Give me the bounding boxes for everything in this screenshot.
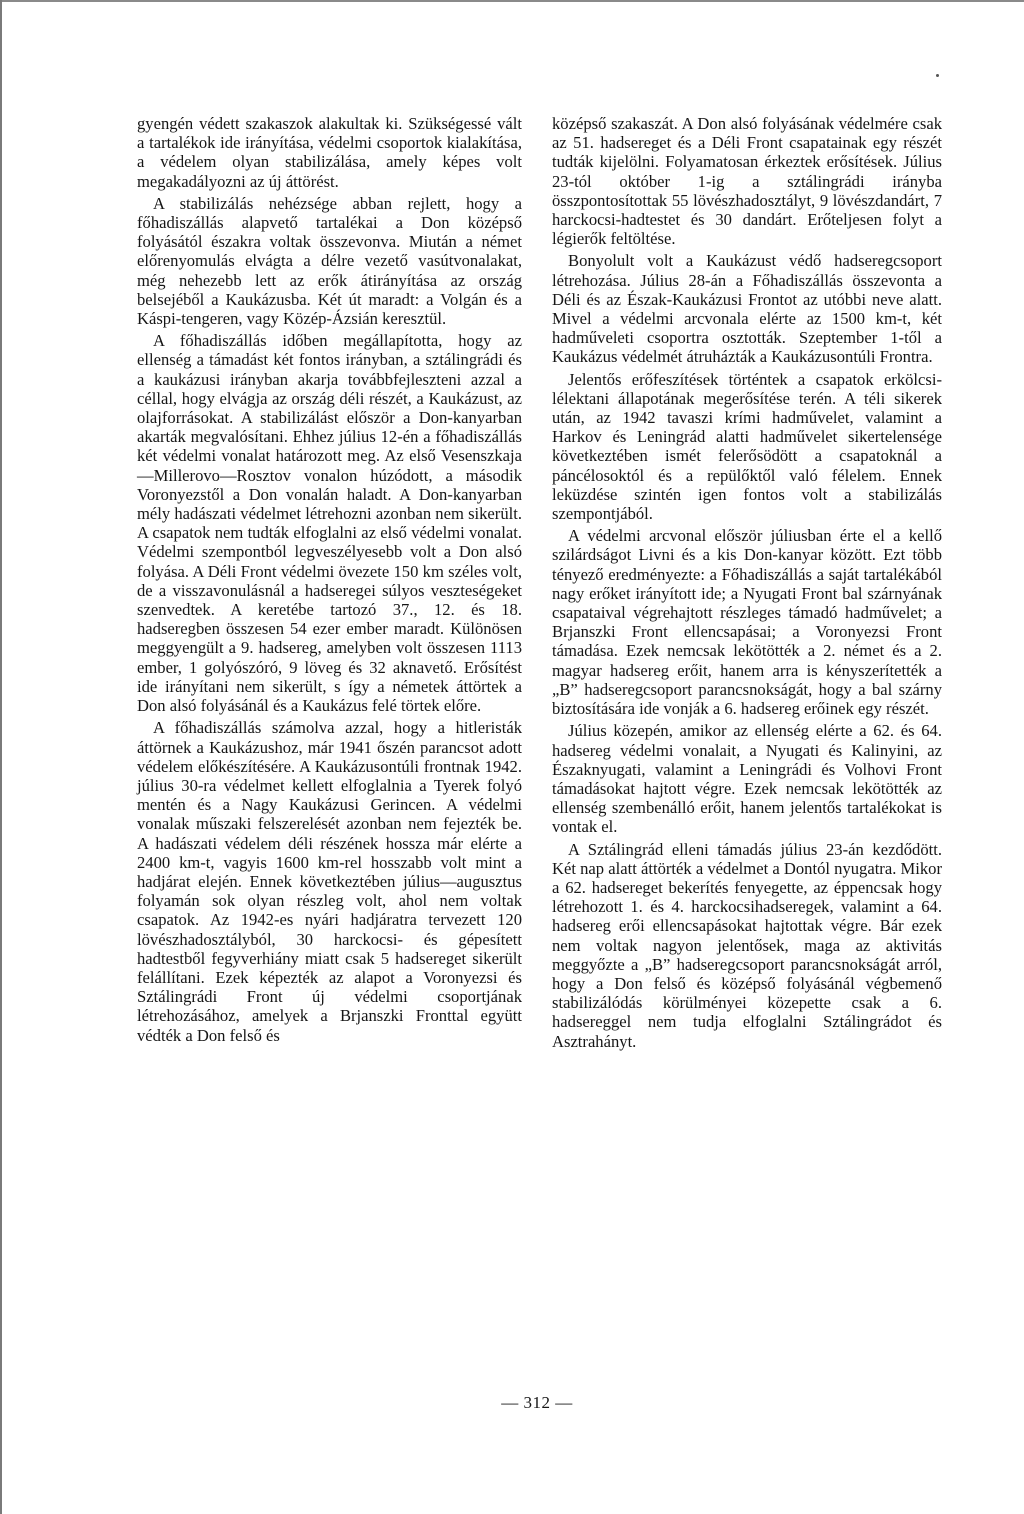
page-number: — 312 — xyxy=(501,1393,573,1412)
scan-speck xyxy=(936,74,939,77)
right-text-column xyxy=(552,114,942,1054)
scan-border-left xyxy=(0,0,2,1514)
paragraph: Július közepén, amikor az ellenség elérte a 62. és 64. hadsereg védelmi vonalait, a Nyugati és Kalinyini, az Északnyugati, valamint a Leningrádi és Volhovi Front támadásokat hajtott végre. Ezek nemcsak lekötötték az ellenség szembenálló erőit, hanem jelentős tartalékokat is vontak el. xyxy=(552,721,942,837)
paragraph: A Sztálingrád elleni támadás július 23-án kezdődött. Két nap alatt áttörték a védelmet a Dontól nyugatra. Mikor a 62. hadsereget bekerítés fenyegette, az éppencsak hogy létrehozott 1. és 4. harckocsihadseregek, valamint a 64. hadsereg erői ellencsapásokat hajtottak végre. Bár ezek nem voltak nagyon jelentősek, maga az aktivitás meggyőzte a „B” hadseregcsoport parancsnokságát arról, hogy a Don felső és középső folyásánál végbemenő stabilizálódás körülményei közepette csak a 6. hadsereggel nem tudja elfoglalni Sztálingrádot és Asztrahányt. xyxy=(552,839,942,1051)
paragraph: Jelentős erőfeszítések történtek a csapatok erkölcsi-lélektani állapotának megerősítése terén. A téli sikerek után, az 1942 tavaszi krími hadművelet, valamint a Harkov és Leningrád alatti hadművelet sikertelensége következtében ismét felerősödött a csapatoknál a páncélosoktól és a repülőktől való félelem. Ennek leküzdése szintén igen fontos volt a stabilizálás szempontjából. xyxy=(552,369,942,524)
paragraph: A főhadiszállás számolva azzal, hogy a hitleristák áttörnek a Kaukázushoz, már 1941 őszén parancsot adott védelem előkészítésére. A Kaukázusontúli frontnak 1942. július 30-ra védelmet kellett elfoglalnia a Tyerek folyó mentén és a Nagy Kaukázusi Gerincen. A védelmi vonalak műszaki felszerelését azonban nem fejezték be. A hadászati védelem déli részének hossza már elérte a 2400 km-t, vagyis 1600 km-rel hosszabb volt mint a hadjárat elején. Ennek következtében július—augusztus folyamán sok olyan részleg volt, ahol nem voltak csapatok. Az 1942-es nyári hadjáratra tervezett 120 lövészhadosztályból, 30 harckocsi- és gépesített hadtestből fegyverhiány miatt csak 5 hadsereget sikerült felállítani. Ezek képezték az alapot a Voronyezsi és Sztálingrádi Front új védelmi csoportjának létrehozásához, amelyek a Brjanszki Fronttal együtt védték a Don felső és xyxy=(137,718,522,1045)
paragraph: középső szakaszát. A Don alsó folyásának védelmére csak az 51. hadsereget és a Déli Front csapatainak egy részét tudták kijelölni. Folyamatosan érkeztek erősítések. Július 23-tól október 1-ig a sztálingrádi irányba összpontosítottak 55 lövészhadosztályt, 9 lövészdandárt, 7 harckocsi-hadtestet és 30 dandárt. Erőteljesen folyt a légierők feltöltése. xyxy=(552,114,942,249)
left-text-column xyxy=(137,114,522,1048)
scan-border-top xyxy=(0,0,1024,2)
paragraph: A védelmi arcvonal először júliusban érte el a kellő szilárdságot Livni és a kis Don-kanyar között. Ezt több tényező eredményezte: a Főhadiszállás a saját tartalékából nagy erőket irányított ide; a Nyugati Front bal szárnyának csapataival végrehajtott részleges támadó hadművelet; a Brjanszki Front ellencsapásai; a Voronyezsi Front támadása. Ezek nemcsak lekötötték a 2. német és a 2. magyar hadsereg erőit, hanem arra is kényszerítették a „B” hadseregcsoport parancsnokságát, hogy a bal szárny biztosítására ide vonják a 6. hadsereg erőinek egy részét. xyxy=(552,526,942,719)
paragraph: gyengén védett szakaszok alakultak ki. Szükségessé vált a tartalékok ide irányítása, védelmi csoportok kialakítása, a védelem olyan stabilizálása, amely képes volt megakadályozni az új áttörést. xyxy=(137,114,522,191)
paragraph: A főhadiszállás időben megállapította, hogy az ellenség a támadást két fontos irányban, a sztálingrádi és a kaukázusi irányban akarja továbbfejleszteni azzal a céllal, hogy elvágja az ország déli részét, a Kaukázust, az olajforrásokat. A stabilizálást először a Don-kanyarban akarták megvalósítani. Ehhez július 12-én a főhadiszállás két védelmi vonalat határozott meg. Az első Vesenszkaja—Millerovo—Rosztov vonalon húzódott, a második Voronyezstől a Don vonalán haladt. A Don-kanyarban mély hadászati védelmet létrehozni azonban nem sikerült. A csapatok nem tudták elfoglalni az első védelmi vonalat. Védelmi szempontból legveszélyesebb volt a Don alsó folyása. A Déli Front védelmi övezete 150 km széles volt, de a visszavonulásnál a hadseregei súlyos veszteségeket szenvedtek. A keretébe tartozó 37., 12. és 18. hadseregben összesen 54 ezer ember maradt. Különösen meggyengült a 9. hadsereg, amelyben volt összesen 1113 ember, 1 golyószóró, 9 löveg és 32 aknavető. Erősítést ide irányítani nem sikerült, s így a németek áttörtek a Don alsó folyásánál és a Kaukázus felé törtek előre. xyxy=(137,331,522,716)
paragraph: A stabilizálás nehézsége abban rejlett, hogy a főhadiszállás alapvető tartalékai a Don középső folyásától északra voltak összevonva. Miután a német előrenyomulás elvágta a délre vezető vasútvonalakat, még nehezebb lett az erők átirányítása az ország belsejéből a Kaukázusba. Két út maradt: a Volgán és a Káspi-tengeren, vagy Közép-Ázsián keresztül. xyxy=(137,193,522,329)
paragraph: Bonyolult volt a Kaukázust védő hadseregcsoport létrehozása. Július 28-án a Főhadiszállás összevonta a Déli és az Észak-Kaukázusi Frontot az utóbbi neve alatt. Mivel a védelmi arcvonala elérte az 1500 km-t, két hadműveleti csoportra osztották. Szeptember 1-től a Kaukázus védelmét átruházták a Kaukázusontúli Frontra. xyxy=(552,251,942,367)
